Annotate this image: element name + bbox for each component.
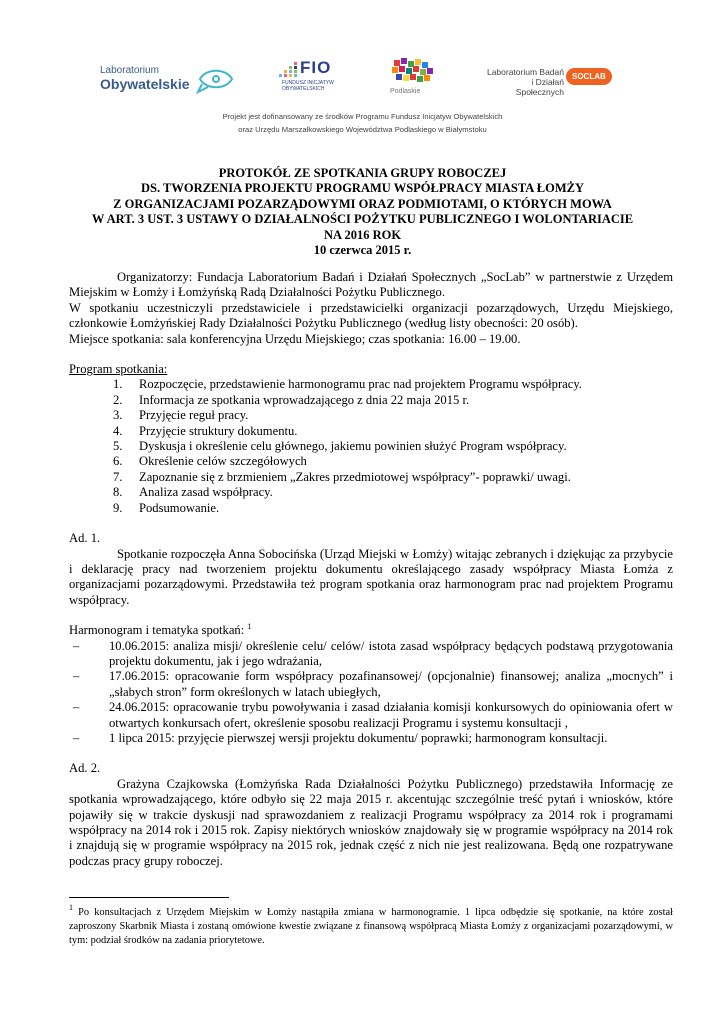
dash-bullet: –	[73, 700, 80, 715]
funding-note	[0, 110, 725, 136]
schedule-item	[69, 669, 673, 700]
soclab-line2: i Działań Społecznych	[515, 76, 564, 97]
title-line: NA 2016 ROK	[323, 227, 402, 242]
lab-obywatelskie-line2: Obywatelskie	[100, 75, 190, 92]
program-item-text: Przyjęcie struktury dokumentu.	[139, 423, 298, 438]
program-item-num: 1.	[113, 377, 123, 392]
fio-sub2: OBYWATELSKICH	[282, 86, 325, 92]
footnote-divider	[69, 897, 229, 898]
lab-obywatelskie-line1: Laboratorium	[100, 65, 159, 76]
ad1-paragraph: Spotkanie rozpoczęła Anna Sobocińska (Urząd Miejski w Łomży) witając zebranych i dziękując za przybycie i deklarację pracy nad tworzeniem projektu dokumentu określającego zasady współpracy Miasta Łomża z organizacjami pozarządowymi. Przedstawiła też program spotkania oraz harmonogram prac nad projektem Programu współpracy.	[69, 546, 673, 607]
program-item-num: 4.	[113, 423, 123, 438]
program-item	[69, 408, 673, 423]
ad2-paragraph: Grażyna Czajkowska (Łomżyńska Rada Działalności Pożytku Publicznego) przedstawiła Informację ze spotkania wprowadzającego, które odbyło się 22 maja 2015 r. akcentując szczególnie treść pytań i wniosków, które pojawiły się w trakcie dyskusji nad sprawozdaniem z realizacji Programu współpracy za 2014 rok i programami współpracy na 2014 rok i 2015 rok. Zapisy niektórych wniosków znajdowały się w programie współpracy na 2014 rok i znajdują się w programie współpracy na 2015 rok, jednak część z nich nie jest realizowana. Będą one rozpatrywane podczas pracy grupy roboczej.	[69, 776, 673, 868]
footnote-text: Po konsultacjach z Urzędem Miejskim w Łomży nastąpiła zmiana w harmonogramie. 1 lipca odbędzie się spotkanie, na które został zaproszony Skarbnik Miasta i zostaną omówione kwestie związane z finansową współpracą Miasta Łomży z organizacjami pozarządowymi, w tym: podział środków na zadania priorytetowe.	[69, 907, 673, 946]
program-item-text: Zapoznanie się z brzmieniem „Zakres przedmiotowej współpracy”- poprawki/ uwagi.	[139, 469, 571, 484]
title-line: DS. TWORZENIA PROJEKTU PROGRAMU WSPÓŁPRACY MIASTA ŁOMŻY	[141, 181, 584, 196]
schedule-item	[69, 639, 673, 670]
program-item	[69, 424, 673, 439]
ad1-heading: Ad. 1.	[69, 531, 101, 546]
footnote-num: 1	[69, 903, 73, 912]
ad2-heading: Ad. 2.	[69, 761, 101, 776]
program-item-num: 9.	[113, 500, 123, 515]
fio-mark: FIO	[300, 58, 332, 77]
schedule-item-text: 17.06.2015: opracowanie form współpracy pozafinansowej/ (opcjonalnie) finansowej; analiza „mocnych” i „słabych stron” form określonych w latach ubiegłych,	[109, 669, 673, 699]
schedule-list	[69, 639, 673, 747]
program-item-text: Podsumowanie.	[139, 500, 220, 515]
schedule-item-text: 24.06.2015: opracowanie trybu powoływania i zasad działania komisji konkursowych do opiniowania ofert w otwartych konkursach ofert, określenie sposobu realizacji Programu i systemu konsultacji ,	[109, 700, 673, 730]
document-body	[69, 270, 673, 869]
logo-strip	[100, 58, 620, 102]
speech-eye-icon	[196, 64, 236, 94]
dash-bullet: –	[73, 638, 80, 653]
soclab-text	[486, 68, 564, 97]
soclab-badge: SOCLAB	[566, 68, 612, 85]
program-item	[69, 485, 673, 500]
program-item-text: Określenie celów szczegółowych	[139, 454, 307, 469]
dash-bullet: –	[73, 669, 80, 684]
program-heading: Program spotkania:	[69, 362, 168, 377]
program-item-num: 7.	[113, 469, 123, 484]
program-item	[69, 470, 673, 485]
fio-sub1: FUNDUSZ INICJATYW	[282, 80, 334, 86]
schedule-heading-text: Harmonogram i tematyka spotkań:	[69, 623, 245, 638]
program-item	[69, 454, 673, 469]
program-item	[69, 393, 673, 408]
title-date: 10 czerwca 2015 r.	[313, 243, 412, 258]
program-item-text: Dyskusja i określenie celu głównego, jakiemu powinien służyć Program współpracy.	[139, 439, 567, 454]
program-item-num: 3.	[113, 408, 123, 423]
lab-obywatelskie-logo	[100, 66, 190, 91]
program-item-num: 8.	[113, 485, 123, 500]
program-item-text: Przyjęcie reguł pracy.	[139, 408, 249, 423]
podlaskie-logo	[390, 58, 436, 93]
title-line: W ART. 3 UST. 3 USTAWY O DZIAŁALNOŚCI POŻYTKU PUBLICZNEGO I WOLONTARIACIE	[91, 212, 634, 227]
program-item-text: Analiza zasad współpracy.	[139, 485, 273, 500]
document-title	[60, 166, 665, 258]
title-line: PROTOKÓŁ ZE SPOTKANIA GRUPY ROBOCZEJ	[218, 166, 507, 180]
program-list	[69, 377, 673, 516]
title-line: Z ORGANIZACJAMI POZARZĄDOWYMI ORAZ PODMIOTAMI, O KTÓRYCH MOWA	[113, 196, 612, 211]
schedule-heading	[69, 623, 673, 638]
schedule-item	[69, 700, 673, 731]
footnote-ref: 1	[247, 622, 252, 632]
organizers-paragraph: Organizatorzy: Fundacja Laboratorium Badań i Działań Społecznych „SocLab” w partnerstwie z Urzędem Miejskim w Łomży i Łomżyńską Radą Działalności Pożytku Publicznego.	[69, 270, 673, 300]
footnote	[69, 903, 673, 948]
program-item	[69, 377, 673, 392]
schedule-item-text: 10.06.2015: analiza misji/ określenie celu/ celów/ istota zasad współpracy będących podstawą przygotowania projektu dokumentu, jak i jego wdrażania,	[109, 638, 673, 668]
soclab-line1: Laboratorium Badań	[486, 67, 564, 77]
schedule-item	[69, 731, 673, 746]
program-item-num: 6.	[113, 454, 123, 469]
dash-bullet: –	[73, 730, 80, 745]
schedule-item-text: 1 lipca 2015: przyjęcie pierwszej wersji projektu dokumentu/ poprawki; harmonogram konsultacji.	[109, 730, 608, 745]
podlaskie-label: Podlaskie	[390, 88, 421, 95]
program-item	[69, 501, 673, 516]
participants-paragraph: W spotkaniu uczestniczyli przedstawiciele i przedstawicielki organizacji pozarządowych, Urzędu Miejskiego, członkowie Łomżyńskiej Rady Działalności Pożytku Publicznego (według listy obecności: 20 osób).	[69, 300, 673, 331]
podlaskie-mosaic-icon	[390, 58, 436, 88]
fio-dots-icon	[278, 58, 298, 80]
place-paragraph: Miejsce spotkania: sala konferencyjna Urzędu Miejskiego; czas spotkania: 16.00 – 19.00.	[69, 331, 521, 346]
funding-line1: Projekt jest dofinansowany ze środków Programu Fundusz Inicjatyw Obywatelskich	[222, 112, 503, 121]
program-item-num: 2.	[113, 392, 123, 407]
program-item-text: Informacja ze spotkania wprowadzającego z dnia 22 maja 2015 r.	[139, 392, 470, 407]
program-item	[69, 439, 673, 454]
program-item-num: 5.	[113, 439, 123, 454]
funding-line2: oraz Urzędu Marszałkowskiego Województwa Podlaskiego w Białymstoku	[238, 125, 487, 134]
program-item-text: Rozpoczęcie, przedstawienie harmonogramu prac nad projektem Programu współpracy.	[139, 377, 582, 392]
